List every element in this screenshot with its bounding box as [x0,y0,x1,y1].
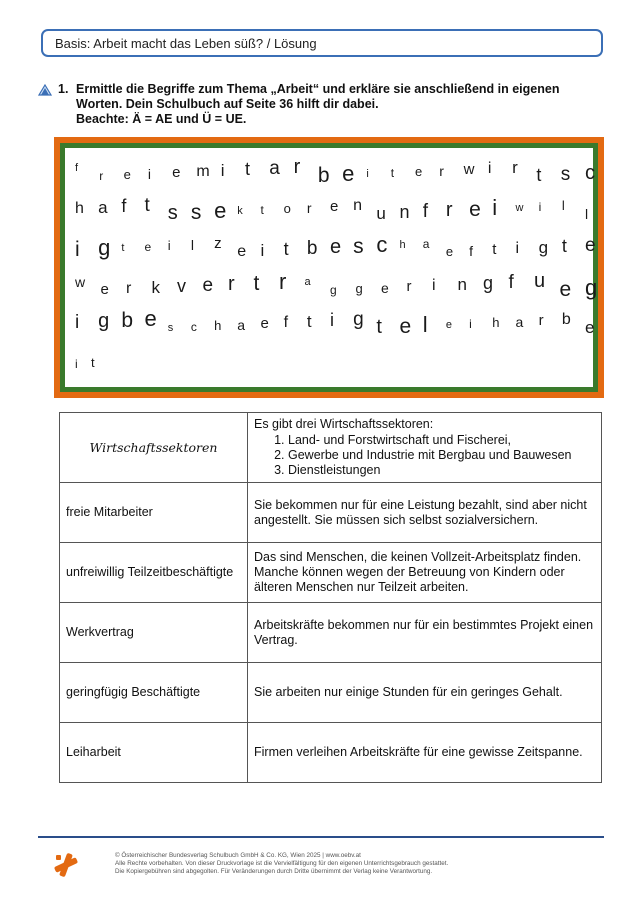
puzzle-letter: t [492,241,497,259]
puzzle-letter: i [167,238,171,254]
puzzle-letter: i [260,241,265,260]
puzzle-letter: t [260,203,264,217]
term-cell: geringfügig Beschäftigte [60,663,248,723]
puzzle-letter: r [512,158,518,177]
puzzle-letter: e [469,197,481,221]
puzzle-letter: i [75,237,80,261]
puzzle-letter: e [202,274,214,296]
list-item: 1. Land- und Forstwirtschaft und Fischerei, [288,433,595,448]
puzzle-letter: t [306,312,312,331]
task-line: Beachte: Ä = AE und Ü = UE. [76,112,247,126]
puzzle-letter: h [399,238,406,251]
puzzle-letter: b [306,237,318,259]
definition-cell: Sie bekommen nur für eine Leistung bezahlt, sind aber nicht angestellt. Sie müssen sich selbst sozialversichern. [248,483,602,543]
puzzle-letter: a [98,198,108,217]
puzzle-letter: t [283,239,289,260]
puzzle-letter: l [561,198,565,214]
puzzle-letter: e [100,281,109,299]
puzzle-letter: w [75,273,86,290]
header-box [41,29,603,57]
puzzle-letter: r [279,269,287,294]
puzzle-letter: e [342,161,355,186]
puzzle-letter: a [304,275,311,288]
puzzle-letter: i [147,165,151,182]
puzzle-letter: e [330,236,342,259]
puzzle-letter: s [353,234,364,258]
puzzle-letter: c [376,232,388,257]
puzzle-letter: e [172,164,181,182]
puzzle-letter: g [538,238,549,257]
task-line: Worten. Dein Schulbuch auf Seite 36 hilft dir dabei. [76,97,379,111]
puzzle-letter: g [330,283,337,297]
puzzle-letter: i [469,317,472,331]
puzzle-letter: n [399,202,410,223]
puzzle-letter: f [469,242,473,259]
puzzle-letter: e [330,198,339,216]
puzzle-letter: i [330,310,334,331]
puzzle-letter: g [483,273,494,294]
puzzle-letter: f [508,271,514,293]
puzzle-letter: f [75,161,79,174]
task-line: Ermittle die Begriffe zum Thema „Arbeit“ und erkläre sie anschließend in eigenen [76,82,560,96]
puzzle-letter: e [559,277,572,301]
puzzle-letter: t [561,236,567,257]
puzzle-letter: i [366,167,369,180]
puzzle-letter: w [515,201,524,214]
footer-line: Die Kopiergebühren sind abgegolten. Für Veränderungen durch Dritte übernimmt der Verlag keine Verantwortung. [115,868,433,875]
puzzle-letter: k [151,278,160,297]
puzzle-letter: e [415,164,423,180]
task-number: 1. [58,82,69,96]
puzzle-letter: c [190,320,197,334]
puzzle-letter: r [439,162,444,179]
list-item: 2. Gewerbe und Industrie mit Bergbau und Bauwesen [288,448,595,463]
puzzle-letter: e [144,240,152,254]
puzzle-letter: r [228,273,235,296]
puzzle-letter: b [121,308,134,332]
puzzle-letter: l [190,236,195,253]
puzzle-letter: a [422,237,430,251]
puzzle-letter: r [445,199,453,222]
puzzle-letter: h [492,315,500,331]
puzzle-letter: e [585,318,595,337]
puzzle-letter: r [538,312,544,330]
puzzle-letter: e [399,314,412,338]
puzzle-letter: e [123,167,131,183]
table-row [60,663,602,723]
puzzle-letter: t [245,159,251,180]
puzzle-letter: f [121,196,127,217]
terms-table [59,412,602,783]
page-title: Basis: Arbeit macht das Leben süß? / Lösung [55,36,317,51]
publisher-logo-icon [53,852,79,878]
definition-cell [248,413,602,483]
puzzle-letter: i [432,276,436,294]
sectors-list [254,433,595,478]
puzzle-letter: n [457,275,467,294]
list-item: 3. Dienstleistungen [288,463,595,478]
table-row [60,603,602,663]
puzzle-letter: e [144,306,157,331]
puzzle-letter: u [376,204,386,223]
footer-line: Alle Rechte vorbehalten. Von dieser Druckvorlage ist die Vervielfältigung für den eigenen Unterrichtsgebrauch gestattet. [115,860,449,867]
puzzle-letter: w [463,161,475,179]
puzzle-letter: b [561,310,571,328]
puzzle-letter: f [422,200,428,222]
puzzle-letter: t [144,194,150,216]
puzzle-letter: h [214,318,222,334]
puzzle-letter: r [306,199,312,216]
footer-line: © Österreichischer Bundesverlag Schulbuch GmbH & Co. KG, Wien 2025 | www.oebv.at [115,852,361,859]
puzzle-letter: i [75,357,78,371]
puzzle-letter: e [445,244,454,260]
table-row [60,483,602,543]
puzzle-letter: g [353,308,364,330]
puzzle-letter: c [585,162,595,185]
puzzle-letter: e [445,318,453,331]
puzzle-letter: m [196,162,210,180]
puzzle-letter: e [585,234,596,256]
definition-cell: Das sind Menschen, die keinen Vollzeit-Arbeitsplatz finden. Manche können wegen der Betreuung von Kindern oder älteren Menschen nur Teilzeit arbeiten. [248,543,602,603]
letter-puzzle [60,143,598,392]
puzzle-letter: i [220,161,225,180]
puzzle-letter: n [353,196,363,214]
table-row [60,723,602,783]
letter-puzzle-frame [54,137,604,398]
puzzle-letter: s [560,163,571,185]
puzzle-letter: a [269,157,280,179]
footer-divider [38,836,604,838]
puzzle-letter: s [167,202,178,225]
puzzle-letter: r [406,278,412,296]
puzzle-letter: g [98,310,110,333]
puzzle-letter: z [214,235,222,253]
footer-copyright [115,852,585,876]
term-cell: Leiharbeit [60,723,248,783]
puzzle-letter: g [585,275,598,300]
puzzle-letter: r [293,156,301,179]
term-cell: Werkvertrag [60,603,248,663]
term-cell: unfreiwillig Teilzeitbeschäftigte [60,543,248,603]
definition-cell: Firmen verleihen Arbeitskräfte für eine gewisse Zeitspanne. [248,723,602,783]
puzzle-letter: a [237,316,246,333]
puzzle-letter: e [381,279,389,296]
warning-triangle-icon [38,84,52,96]
puzzle-letter: t [536,165,542,186]
puzzle-letter: l [585,205,589,222]
table-row [60,543,602,603]
term-cell: Wirtschaftssektoren [60,413,248,483]
puzzle-letter: s [167,321,174,334]
puzzle-letter: t [121,241,125,254]
table-row [60,413,602,483]
definition-cell: Arbeitskräfte bekommen nur für ein bestimmtes Projekt einen Vertrag. [248,603,602,663]
term-cell: freie Mitarbeiter [60,483,248,543]
puzzle-letter: i [515,239,520,257]
puzzle-letter: s [190,200,202,224]
puzzle-letter: t [91,355,95,371]
puzzle-letter: b [317,163,330,187]
puzzle-letter: t [376,316,382,339]
puzzle-letter: i [75,311,80,333]
puzzle-letter: t [390,166,395,180]
puzzle-letter: k [237,204,243,217]
puzzle-letter: i [487,159,492,177]
puzzle-letter: r [99,169,104,183]
task-instructions [76,82,616,127]
puzzle-letter: e [237,242,247,260]
puzzle-letter: e [214,198,227,223]
puzzle-letter: i [538,200,542,214]
puzzle-letter: l [422,312,428,337]
sectors-intro: Es gibt drei Wirtschaftssektoren: [254,417,434,431]
puzzle-letter: v [177,276,186,297]
puzzle-letter: g [98,235,111,260]
puzzle-letter: g [355,281,363,297]
puzzle-letter: f [283,313,289,331]
puzzle-letter: o [283,201,291,217]
puzzle-letter: t [253,271,260,295]
puzzle-letter: u [534,270,546,293]
puzzle-letter: e [260,315,269,333]
puzzle-letter: a [515,313,524,330]
definition-cell: Sie arbeiten nur einige Stunden für ein geringes Gehalt. [248,663,602,723]
puzzle-letter: i [492,195,498,220]
puzzle-letter: h [75,199,84,217]
puzzle-letter: r [126,279,132,297]
